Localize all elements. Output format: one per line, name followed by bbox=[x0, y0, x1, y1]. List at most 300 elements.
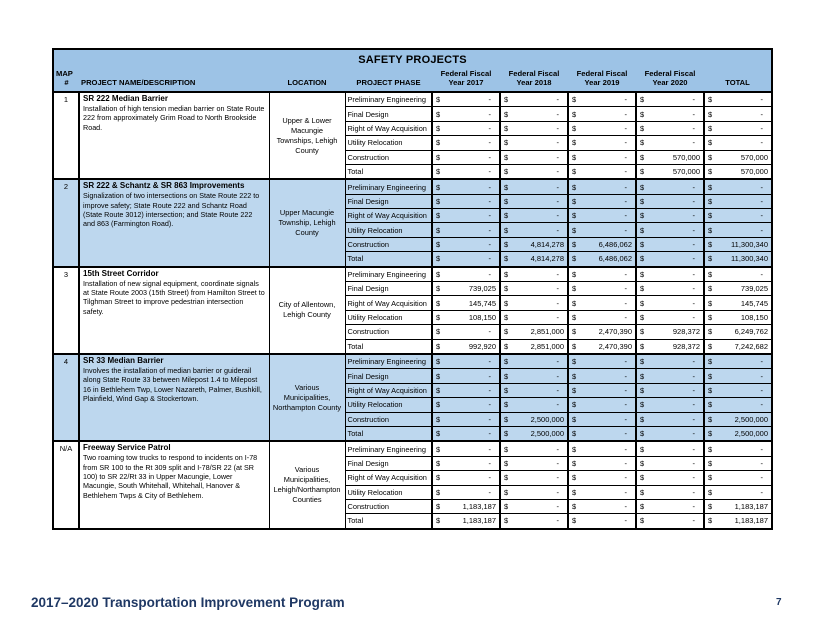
money-cell bbox=[636, 150, 704, 164]
money-cell bbox=[432, 354, 500, 369]
dollar-sign: $ bbox=[708, 95, 713, 105]
money-value: - bbox=[556, 152, 559, 162]
project-5-phase-row bbox=[53, 441, 772, 456]
dollar-sign: $ bbox=[640, 327, 645, 337]
dollar-sign: $ bbox=[640, 123, 645, 133]
money-value: - bbox=[556, 167, 559, 177]
project-name: SR 222 Median Barrier bbox=[83, 93, 168, 103]
money-value: - bbox=[692, 196, 695, 206]
money-cell bbox=[636, 296, 704, 310]
money-value: - bbox=[692, 298, 695, 308]
dollar-sign: $ bbox=[640, 138, 645, 148]
money-value: - bbox=[556, 313, 559, 323]
dollar-sign: $ bbox=[708, 371, 713, 381]
money-value: 11,300,340 bbox=[731, 240, 769, 250]
money-cell bbox=[500, 456, 568, 470]
project-location: Upper Macungie Township, Lehigh County bbox=[269, 179, 345, 266]
dollar-sign: $ bbox=[504, 211, 509, 221]
money-value: - bbox=[760, 138, 764, 148]
money-value: - bbox=[556, 400, 559, 410]
money-value: - bbox=[692, 473, 695, 483]
phase-label: Right of Way Acquisition bbox=[345, 471, 432, 485]
col-header-ffy-2018 bbox=[500, 68, 568, 92]
money-cell bbox=[432, 369, 500, 383]
money-value: - bbox=[760, 385, 764, 395]
dollar-sign: $ bbox=[436, 327, 441, 337]
money-cell bbox=[704, 136, 772, 150]
dollar-sign: $ bbox=[640, 182, 645, 192]
money-cell bbox=[568, 471, 636, 485]
dollar-sign: $ bbox=[640, 414, 645, 424]
money-cell bbox=[500, 136, 568, 150]
money-cell bbox=[704, 354, 772, 369]
money-cell bbox=[500, 310, 568, 324]
dollar-sign: $ bbox=[504, 225, 509, 235]
dollar-sign: $ bbox=[708, 473, 713, 483]
money-value: - bbox=[488, 473, 491, 483]
money-value: - bbox=[488, 269, 491, 279]
dollar-sign: $ bbox=[504, 429, 509, 439]
project-1-phase-row bbox=[53, 92, 772, 107]
money-value: - bbox=[624, 298, 627, 308]
money-cell bbox=[432, 282, 500, 296]
dollar-sign: $ bbox=[436, 284, 441, 294]
money-value: - bbox=[624, 487, 627, 497]
money-cell bbox=[432, 209, 500, 223]
map-number: N/A bbox=[53, 441, 79, 528]
money-value: - bbox=[488, 385, 491, 395]
money-cell bbox=[432, 426, 500, 441]
col-header-ffy-2019 bbox=[568, 68, 636, 92]
money-value: - bbox=[692, 313, 695, 323]
money-value: - bbox=[760, 269, 764, 279]
dollar-sign: $ bbox=[504, 313, 509, 323]
dollar-sign: $ bbox=[436, 123, 441, 133]
money-cell bbox=[704, 107, 772, 121]
money-value: - bbox=[624, 167, 627, 177]
project-description-text: Installation of new signal equipment, coordinate signals at State Route 2003 (15th Street) from Hamilton Street to Tilghman Street to improve pedestrian intersection safety. bbox=[83, 278, 265, 316]
dollar-sign: $ bbox=[572, 429, 577, 439]
money-value: 1,183,187 bbox=[462, 516, 496, 526]
money-value: - bbox=[624, 502, 627, 512]
money-value: - bbox=[692, 284, 695, 294]
money-cell bbox=[500, 514, 568, 529]
dollar-sign: $ bbox=[708, 516, 713, 526]
money-cell bbox=[432, 194, 500, 208]
project-description-text: Signalization of two intersections on State Route 222 to improve safety; State Route 222 and Schantz Road (State Route 3012) intersection; and State Route 222 and 863 (Farmington Road). bbox=[83, 191, 260, 229]
dollar-sign: $ bbox=[640, 109, 645, 119]
money-cell bbox=[432, 121, 500, 135]
money-value: - bbox=[488, 400, 491, 410]
money-cell bbox=[432, 471, 500, 485]
money-value: - bbox=[556, 487, 559, 497]
map-number: 2 bbox=[53, 179, 79, 266]
money-cell bbox=[500, 412, 568, 426]
money-cell bbox=[432, 237, 500, 251]
phase-label: Preliminary Engineering bbox=[345, 441, 432, 456]
dollar-sign: $ bbox=[708, 502, 713, 512]
money-cell bbox=[704, 398, 772, 412]
col-header-total: TOTAL bbox=[704, 68, 772, 92]
project-location: Various Municipalities, Northampton County bbox=[269, 354, 345, 441]
col-header-project-phase: PROJECT PHASE bbox=[345, 68, 432, 92]
dollar-sign: $ bbox=[708, 240, 713, 250]
phase-label: Preliminary Engineering bbox=[345, 267, 432, 282]
money-cell bbox=[636, 223, 704, 237]
money-value: - bbox=[692, 240, 695, 250]
money-value: - bbox=[692, 429, 695, 439]
money-cell bbox=[704, 194, 772, 208]
dollar-sign: $ bbox=[708, 152, 713, 162]
dollar-sign: $ bbox=[436, 444, 441, 454]
money-cell bbox=[432, 136, 500, 150]
money-cell bbox=[568, 136, 636, 150]
money-value: - bbox=[556, 385, 559, 395]
money-cell bbox=[636, 369, 704, 383]
money-value: - bbox=[488, 123, 491, 133]
money-cell bbox=[704, 252, 772, 267]
money-value: 108,150 bbox=[468, 313, 496, 323]
dollar-sign: $ bbox=[436, 473, 441, 483]
money-cell bbox=[432, 499, 500, 513]
dollar-sign: $ bbox=[572, 167, 577, 177]
dollar-sign: $ bbox=[708, 414, 713, 424]
money-cell bbox=[432, 398, 500, 412]
dollar-sign: $ bbox=[572, 473, 577, 483]
money-value: 2,500,000 bbox=[530, 414, 564, 424]
money-cell bbox=[500, 325, 568, 339]
money-cell bbox=[568, 296, 636, 310]
money-value: - bbox=[488, 152, 491, 162]
money-cell bbox=[568, 456, 636, 470]
dollar-sign: $ bbox=[504, 444, 509, 454]
money-value: - bbox=[760, 196, 764, 206]
money-cell bbox=[704, 471, 772, 485]
ffy-2020-line1: Federal Fiscal bbox=[644, 69, 696, 78]
dollar-sign: $ bbox=[708, 269, 713, 279]
money-value: - bbox=[556, 473, 559, 483]
money-value: 4,814,278 bbox=[530, 254, 564, 264]
money-value: 2,500,000 bbox=[734, 414, 769, 424]
money-cell bbox=[636, 252, 704, 267]
money-cell bbox=[704, 456, 772, 470]
money-value: - bbox=[692, 502, 695, 512]
dollar-sign: $ bbox=[572, 313, 577, 323]
ffy-2019-line1: Federal Fiscal bbox=[576, 69, 628, 78]
dollar-sign: $ bbox=[708, 182, 713, 192]
money-cell bbox=[432, 179, 500, 194]
money-cell bbox=[704, 369, 772, 383]
money-value: 11,300,340 bbox=[731, 254, 769, 264]
money-value: - bbox=[556, 458, 559, 468]
phase-label: Total bbox=[345, 164, 432, 179]
money-value: - bbox=[692, 458, 695, 468]
dollar-sign: $ bbox=[708, 254, 713, 264]
phase-label: Preliminary Engineering bbox=[345, 179, 432, 194]
dollar-sign: $ bbox=[640, 444, 645, 454]
money-cell bbox=[704, 426, 772, 441]
money-cell bbox=[500, 282, 568, 296]
money-value: - bbox=[556, 357, 559, 367]
money-value: - bbox=[624, 284, 627, 294]
money-value: - bbox=[624, 458, 627, 468]
money-value: 739,025 bbox=[468, 284, 496, 294]
dollar-sign: $ bbox=[504, 182, 509, 192]
money-cell bbox=[500, 471, 568, 485]
money-value: 145,745 bbox=[740, 298, 769, 308]
money-value: 570,000 bbox=[740, 152, 769, 162]
dollar-sign: $ bbox=[572, 109, 577, 119]
dollar-sign: $ bbox=[504, 400, 509, 410]
money-value: 2,500,000 bbox=[530, 429, 564, 439]
money-cell bbox=[704, 310, 772, 324]
money-cell bbox=[500, 164, 568, 179]
money-cell bbox=[568, 107, 636, 121]
money-value: - bbox=[556, 182, 559, 192]
ffy-2018-line2: Year 2018 bbox=[516, 78, 552, 88]
money-cell bbox=[568, 325, 636, 339]
dollar-sign: $ bbox=[436, 429, 441, 439]
dollar-sign: $ bbox=[640, 269, 645, 279]
dollar-sign: $ bbox=[504, 473, 509, 483]
dollar-sign: $ bbox=[504, 254, 509, 264]
money-value: 6,486,062 bbox=[598, 240, 632, 250]
ffy-2019-line2: Year 2019 bbox=[584, 78, 620, 88]
dollar-sign: $ bbox=[436, 254, 441, 264]
money-value: - bbox=[760, 487, 764, 497]
money-cell bbox=[500, 383, 568, 397]
money-cell bbox=[432, 383, 500, 397]
dollar-sign: $ bbox=[436, 385, 441, 395]
money-value: 570,000 bbox=[740, 167, 769, 177]
dollar-sign: $ bbox=[572, 138, 577, 148]
dollar-sign: $ bbox=[708, 298, 713, 308]
phase-label: Preliminary Engineering bbox=[345, 92, 432, 107]
money-value: - bbox=[624, 473, 627, 483]
money-cell bbox=[500, 209, 568, 223]
phase-label: Construction bbox=[345, 499, 432, 513]
money-value: 2,500,000 bbox=[734, 429, 769, 439]
money-value: 2,470,390 bbox=[598, 327, 632, 337]
money-cell bbox=[636, 499, 704, 513]
dollar-sign: $ bbox=[572, 225, 577, 235]
money-value: - bbox=[556, 95, 559, 105]
dollar-sign: $ bbox=[504, 385, 509, 395]
money-cell bbox=[636, 282, 704, 296]
dollar-sign: $ bbox=[572, 371, 577, 381]
money-cell bbox=[500, 107, 568, 121]
dollar-sign: $ bbox=[572, 327, 577, 337]
dollar-sign: $ bbox=[640, 211, 645, 221]
page-number: 7 bbox=[776, 597, 782, 608]
project-description-text: Installation of high tension median barrier on State Route 222 from approximately Grim Road to North Brookside Road. bbox=[83, 103, 265, 132]
money-value: - bbox=[488, 357, 491, 367]
money-cell bbox=[432, 296, 500, 310]
dollar-sign: $ bbox=[708, 109, 713, 119]
dollar-sign: $ bbox=[436, 414, 441, 424]
dollar-sign: $ bbox=[572, 182, 577, 192]
money-cell bbox=[500, 237, 568, 251]
phase-label: Utility Relocation bbox=[345, 223, 432, 237]
dollar-sign: $ bbox=[572, 444, 577, 454]
dollar-sign: $ bbox=[436, 109, 441, 119]
col-header-map-line2: # bbox=[64, 78, 69, 88]
money-cell bbox=[704, 223, 772, 237]
money-cell bbox=[432, 267, 500, 282]
money-value: - bbox=[488, 254, 491, 264]
money-cell bbox=[432, 164, 500, 179]
dollar-sign: $ bbox=[436, 458, 441, 468]
money-cell bbox=[636, 92, 704, 107]
money-value: - bbox=[692, 385, 695, 395]
phase-label: Utility Relocation bbox=[345, 398, 432, 412]
project-description-text: Involves the installation of median barrier or guiderail along State Route 33 between Milepost 1.4 to Milepost 16 in Bethlehem Twp, Lower Nazareth, Palmer, Bushkill, Plainfield, Wind Gap & Stockertown. bbox=[83, 366, 262, 404]
money-cell bbox=[432, 339, 500, 354]
project-name: SR 33 Median Barrier bbox=[83, 356, 164, 365]
money-value: - bbox=[760, 95, 764, 105]
dollar-sign: $ bbox=[572, 400, 577, 410]
money-value: - bbox=[692, 182, 695, 192]
phase-label: Total bbox=[345, 426, 432, 441]
money-cell bbox=[568, 223, 636, 237]
money-cell bbox=[432, 92, 500, 107]
money-cell bbox=[704, 412, 772, 426]
ffy-2020-line2: Year 2020 bbox=[652, 78, 688, 88]
money-value: - bbox=[624, 182, 627, 192]
dollar-sign: $ bbox=[572, 516, 577, 526]
money-cell bbox=[568, 398, 636, 412]
project-description-text: Two roaming tow trucks to respond to incidents on I-78 from SR 100 to the Rt 309 split and I-78/SR 22 (at SR 100) to SR 22/Rt 33 in Upper Macungie, Lower Macungie, South Whitehall, Whitehall, Hanover & Bethlehem Twps & City of Bethlehem. bbox=[83, 453, 258, 500]
money-value: 928,372 bbox=[672, 327, 700, 337]
dollar-sign: $ bbox=[708, 313, 713, 323]
money-cell bbox=[704, 296, 772, 310]
money-cell bbox=[568, 412, 636, 426]
dollar-sign: $ bbox=[708, 225, 713, 235]
money-value: - bbox=[556, 516, 559, 526]
money-cell bbox=[432, 485, 500, 499]
dollar-sign: $ bbox=[572, 298, 577, 308]
money-value: - bbox=[488, 444, 491, 454]
dollar-sign: $ bbox=[640, 371, 645, 381]
money-value: - bbox=[692, 138, 695, 148]
money-value: - bbox=[624, 196, 627, 206]
col-header-location: LOCATION bbox=[269, 68, 345, 92]
dollar-sign: $ bbox=[572, 414, 577, 424]
money-cell bbox=[636, 209, 704, 223]
money-cell bbox=[500, 252, 568, 267]
money-value: - bbox=[692, 211, 695, 221]
dollar-sign: $ bbox=[436, 400, 441, 410]
money-value: - bbox=[760, 458, 764, 468]
money-value: 570,000 bbox=[672, 167, 700, 177]
money-value: - bbox=[760, 400, 764, 410]
money-cell bbox=[704, 339, 772, 354]
dollar-sign: $ bbox=[640, 458, 645, 468]
money-cell bbox=[568, 369, 636, 383]
money-cell bbox=[704, 485, 772, 499]
money-value: - bbox=[488, 167, 491, 177]
dollar-sign: $ bbox=[572, 95, 577, 105]
dollar-sign: $ bbox=[504, 487, 509, 497]
dollar-sign: $ bbox=[640, 341, 645, 351]
dollar-sign: $ bbox=[436, 152, 441, 162]
money-value: - bbox=[556, 284, 559, 294]
project-2-phase-row bbox=[53, 179, 772, 194]
money-cell bbox=[636, 398, 704, 412]
money-cell bbox=[636, 471, 704, 485]
dollar-sign: $ bbox=[640, 152, 645, 162]
money-cell bbox=[636, 383, 704, 397]
money-cell bbox=[568, 237, 636, 251]
money-cell bbox=[704, 514, 772, 529]
phase-label: Construction bbox=[345, 237, 432, 251]
project-4-phase-row bbox=[53, 354, 772, 369]
money-cell bbox=[432, 252, 500, 267]
dollar-sign: $ bbox=[504, 458, 509, 468]
dollar-sign: $ bbox=[640, 254, 645, 264]
money-value: - bbox=[760, 211, 764, 221]
money-value: - bbox=[488, 429, 491, 439]
money-value: - bbox=[760, 473, 764, 483]
money-value: - bbox=[692, 444, 695, 454]
dollar-sign: $ bbox=[436, 95, 441, 105]
money-value: - bbox=[488, 327, 491, 337]
money-value: - bbox=[488, 458, 491, 468]
money-cell bbox=[500, 267, 568, 282]
dollar-sign: $ bbox=[708, 429, 713, 439]
dollar-sign: $ bbox=[572, 269, 577, 279]
money-value: - bbox=[624, 429, 627, 439]
money-cell bbox=[568, 150, 636, 164]
money-value: - bbox=[760, 123, 764, 133]
money-value: - bbox=[624, 109, 627, 119]
money-value: 928,372 bbox=[672, 341, 700, 351]
dollar-sign: $ bbox=[436, 196, 441, 206]
money-value: 6,249,762 bbox=[734, 327, 769, 337]
ffy-2017-line1: Federal Fiscal bbox=[440, 69, 492, 78]
phase-label: Preliminary Engineering bbox=[345, 354, 432, 369]
dollar-sign: $ bbox=[504, 516, 509, 526]
dollar-sign: $ bbox=[436, 138, 441, 148]
money-cell bbox=[500, 179, 568, 194]
dollar-sign: $ bbox=[640, 385, 645, 395]
money-cell bbox=[568, 267, 636, 282]
money-cell bbox=[636, 107, 704, 121]
phase-label: Construction bbox=[345, 150, 432, 164]
money-value: - bbox=[556, 371, 559, 381]
ffy-2018-line1: Federal Fiscal bbox=[508, 69, 560, 78]
money-value: - bbox=[488, 95, 491, 105]
money-cell bbox=[568, 514, 636, 529]
money-value: 1,183,187 bbox=[734, 516, 769, 526]
money-value: - bbox=[760, 109, 764, 119]
money-value: - bbox=[488, 182, 491, 192]
phase-label: Final Design bbox=[345, 369, 432, 383]
dollar-sign: $ bbox=[708, 400, 713, 410]
dollar-sign: $ bbox=[436, 211, 441, 221]
col-header-ffy-2020 bbox=[636, 68, 704, 92]
money-value: - bbox=[692, 357, 695, 367]
dollar-sign: $ bbox=[572, 284, 577, 294]
dollar-sign: $ bbox=[572, 341, 577, 351]
money-value: - bbox=[624, 400, 627, 410]
dollar-sign: $ bbox=[436, 371, 441, 381]
money-cell bbox=[568, 179, 636, 194]
dollar-sign: $ bbox=[572, 211, 577, 221]
dollar-sign: $ bbox=[504, 240, 509, 250]
dollar-sign: $ bbox=[436, 487, 441, 497]
money-cell bbox=[636, 354, 704, 369]
